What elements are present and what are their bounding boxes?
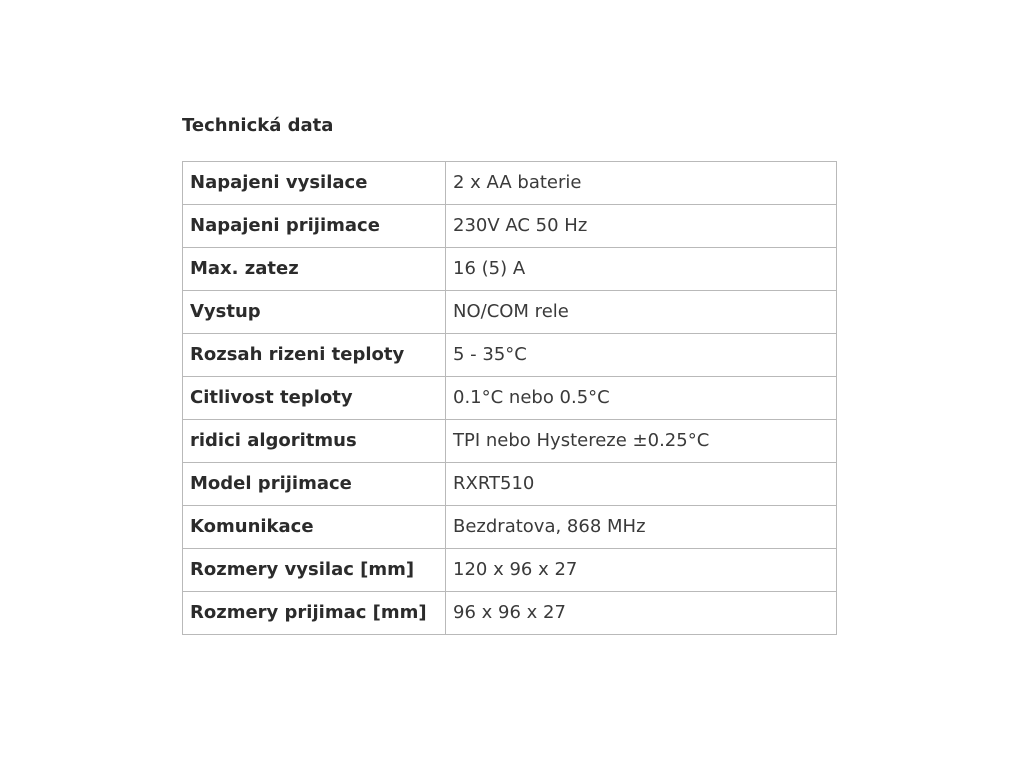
table-row [183,420,837,463]
table-row [183,592,837,635]
spec-label: Rozmery prijimac [mm] [183,592,446,635]
table-row [183,334,837,377]
table-row [183,205,837,248]
table-row [183,248,837,291]
spec-label: Napajeni prijimace [183,205,446,248]
spec-label: Komunikace [183,506,446,549]
spec-label: Citlivost teploty [183,377,446,420]
section-title: Technická data [182,115,334,136]
spec-value: RXRT510 [446,463,837,506]
spec-value: NO/COM rele [446,291,837,334]
spec-value: 230V AC 50 Hz [446,205,837,248]
spec-value: 2 x AA baterie [446,162,837,205]
spec-label: Napajeni vysilace [183,162,446,205]
spec-value: 16 (5) A [446,248,837,291]
spec-label: Model prijimace [183,463,446,506]
spec-value: 120 x 96 x 27 [446,549,837,592]
spec-value: 0.1°C nebo 0.5°C [446,377,837,420]
spec-label: Vystup [183,291,446,334]
table-row [183,162,837,205]
spec-label: ridici algoritmus [183,420,446,463]
table-row [183,549,837,592]
spec-value: 5 - 35°C [446,334,837,377]
table-row [183,377,837,420]
spec-label: Rozmery vysilac [mm] [183,549,446,592]
table-row [183,291,837,334]
spec-label: Rozsah rizeni teploty [183,334,446,377]
spec-table [182,161,837,635]
spec-label: Max. zatez [183,248,446,291]
table-row [183,506,837,549]
spec-value: 96 x 96 x 27 [446,592,837,635]
spec-value: TPI nebo Hystereze ±0.25°C [446,420,837,463]
spec-value: Bezdratova, 868 MHz [446,506,837,549]
table-row [183,463,837,506]
